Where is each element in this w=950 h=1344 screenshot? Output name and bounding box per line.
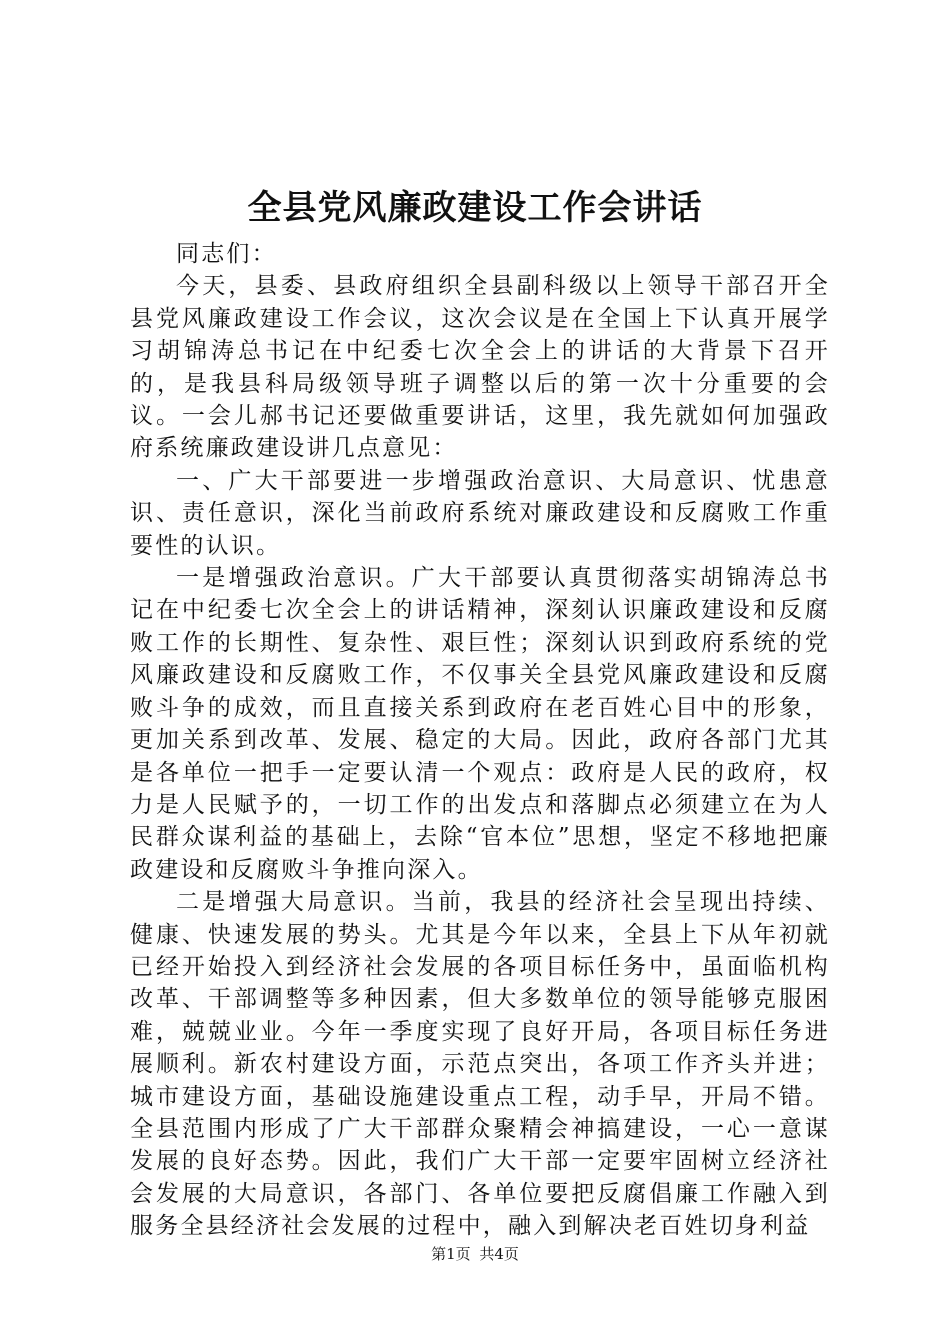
page-footer [0, 1244, 950, 1264]
body-paragraph: 二是增强大局意识。当前，我县的经济社会呈现出持续、健康、快速发展的势头。尤其是今年以来，全县上下从年初就已经开始投入到经济社会发展的各项目标任务中，虽面临机构改革、干部调整等多种因素，但大多数单位的领导能够克服困难，兢兢业业。今年一季度实现了良好开局，各项目标任务进展顺利。新农村建设方面，示范点突出，各项工作齐头并进；城市建设方面，基础设施建设重点工程，动手早，开局不错。全县范围内形成了广大干部群众聚精会神搞建设，一心一意谋发展的良好态势。因此，我们广大干部一定要牢固树立经济社会发展的大局意识，各部门、各单位要把反腐倡廉工作融入到服务全县经济社会发展的过程中，融入到解决老百姓切身利益 [130, 889, 830, 1240]
page-total: 共4页 [479, 1245, 519, 1263]
page-number: 第1页 [431, 1245, 471, 1263]
salutation-paragraph: 同志们： [176, 241, 277, 267]
body-paragraph: 今天，县委、县政府组织全县副科级以上领导干部召开全县党风廉政建设工作会议，这次会议是在全国上下认真开展学习胡锦涛总书记在中纪委七次全会上的讲话的大背景下召开的，是我县科局级领导班子调整以后的第一次十分重要的会议。一会儿郝书记还要做重要讲话，这里，我先就如何加强政府系统廉政建设讲几点意见： [130, 273, 830, 462]
body-paragraph: 一是增强政治意识。广大干部要认真贯彻落实胡锦涛总书记在中纪委七次全会上的讲话精神，深刻认识廉政建设和反腐败工作的长期性、复杂性、艰巨性；深刻认识到政府系统的党风廉政建设和反腐败工作，不仅事关全县党风廉政建设和反腐败斗争的成效，而且直接关系到政府在老百姓心目中的形象，更加关系到改革、发展、稳定的大局。因此，政府各部门尤其是各单位一把手一定要认清一个观点：政府是人民的政府，权力是人民赋予的，一切工作的出发点和落脚点必须建立在为人民群众谋利益的基础上，去除“官本位”思想，坚定不移地把廉政建设和反腐败斗争推向深入。 [130, 565, 830, 883]
body-paragraph: 一、广大干部要进一步增强政治意识、大局意识、忧患意识、责任意识，深化当前政府系统对廉政建设和反腐败工作重要性的认识。 [130, 467, 830, 559]
document-title: 全县党风廉政建设工作会讲话 [247, 188, 703, 228]
document-body [130, 238, 830, 1243]
